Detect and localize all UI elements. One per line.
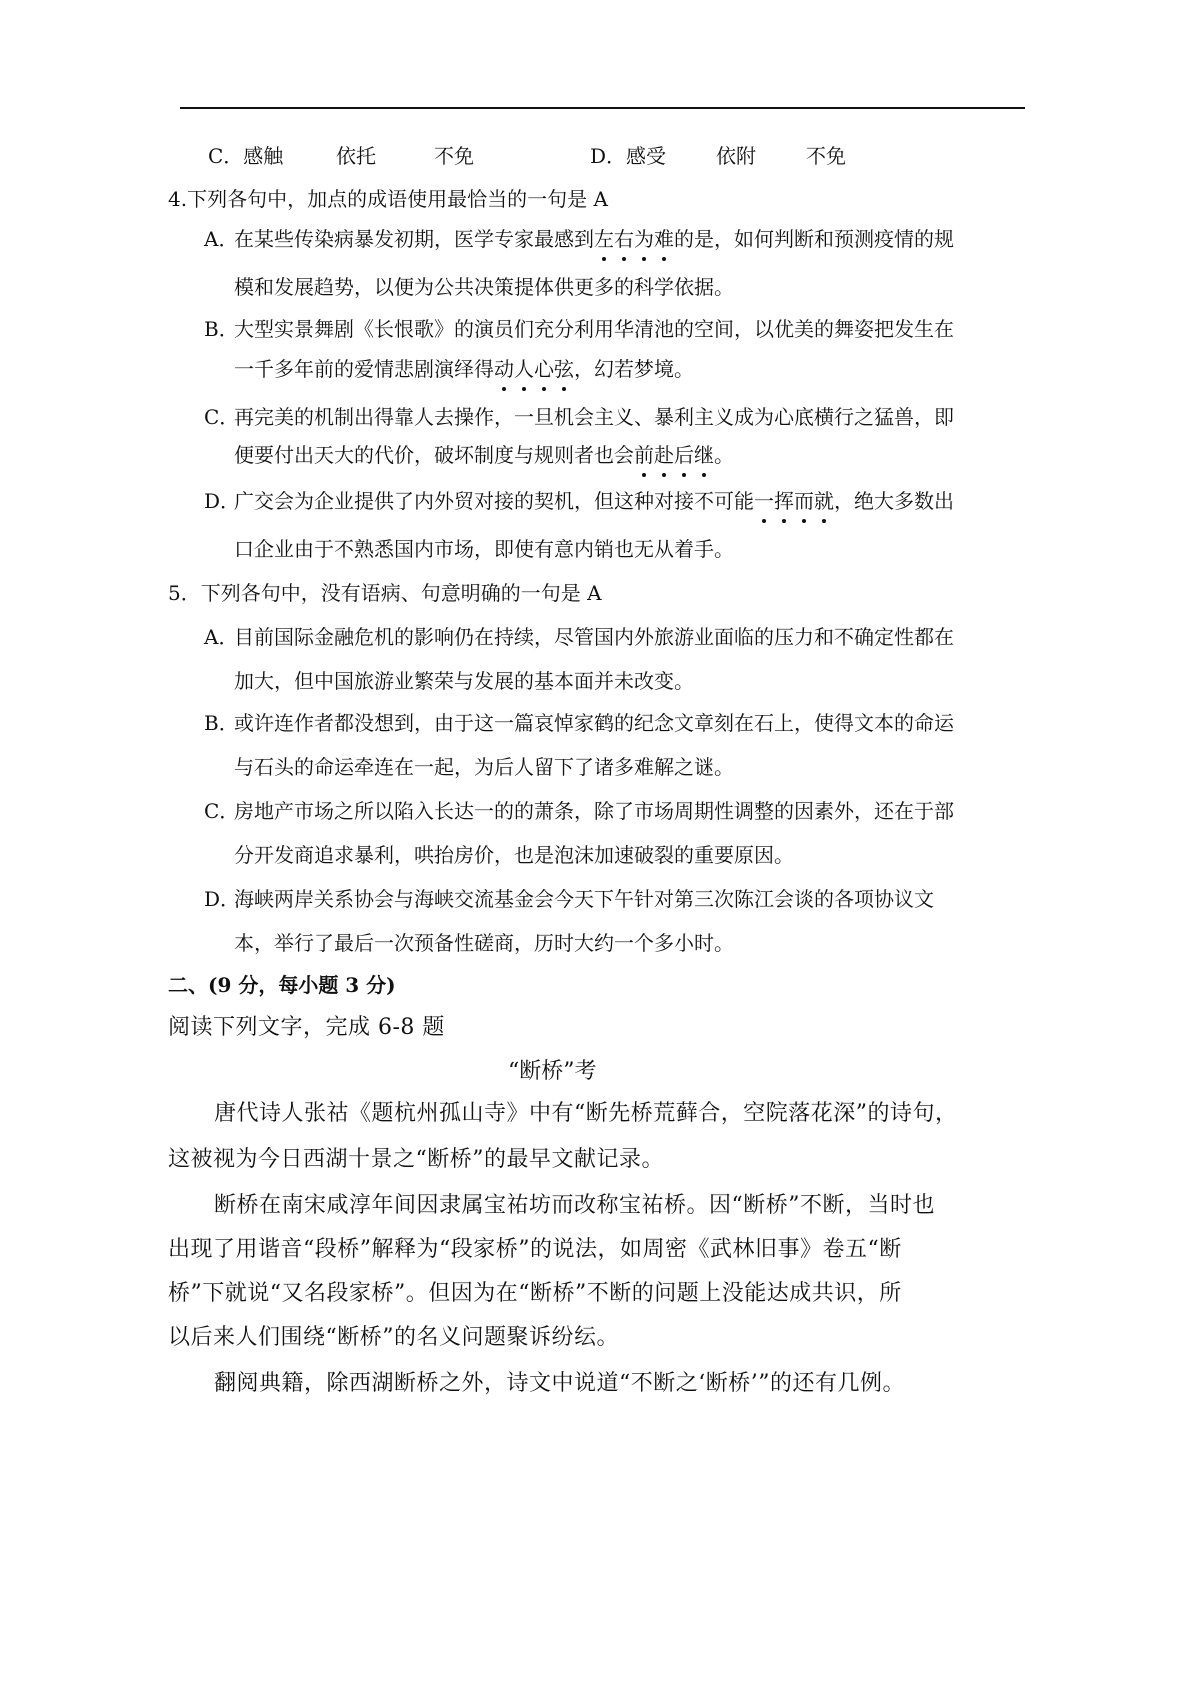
q4-d-dotted-char: 一 — [754, 489, 774, 513]
q3-option-d-word2: 依附 — [716, 144, 756, 168]
q4-b-line1: 大型实景舞剧《长恨歌》的演员们充分利用华清池的空间，以优美的舞姿把发生在 — [234, 317, 954, 341]
q5-a-line1: 目前国际金融危机的影响仍在持续，尽管国内外旅游业面临的压力和不确定性都在 — [234, 625, 954, 649]
q4-a-dotted-char: 为 — [634, 227, 654, 251]
q4-d-dotted-char: 挥 — [774, 489, 794, 513]
section-instruction: 阅读下列文字，完成 6-8 题 — [168, 1015, 445, 1040]
q4-a-label: A． — [204, 227, 239, 251]
q4-c-post: 。 — [714, 443, 734, 467]
essay-p2-line3: 桥”下就说“又名段家桥”。但因为在“断桥”不断的问题上没能达成共识，所 — [168, 1281, 902, 1306]
q4-d-label: D． — [204, 489, 241, 513]
q4-d-pre: 广交会为企业提供了内外贸对接的契机，但这种对接不可能 — [234, 489, 754, 513]
q4-d-line1 — [234, 488, 954, 514]
essay-p1-line2: 这被视为今日西湖十景之“断桥”的最早文献记录。 — [168, 1147, 664, 1172]
q3-option-d: D．感受 — [590, 144, 667, 168]
q5-b-line1: 或许连作者都没想到，由于这一篇哀悼家鹤的纪念文章刻在石上，使得文本的命运 — [234, 711, 954, 735]
q4-b-dotted-char: 弦 — [554, 357, 574, 381]
q4-stem: 4.下列各句中，加点的成语使用最恰当的一句是 A — [168, 187, 608, 211]
q5-c-line2: 分开发商追求暴利，哄抬房价，也是泡沫加速破裂的重要原因。 — [234, 843, 794, 867]
q4-c-line1: 再完美的机制出得靠人去操作，一旦机会主义、暴利主义成为心底横行之猛兽，即 — [234, 405, 954, 429]
q4-b-dotted-char: 人 — [514, 357, 534, 381]
essay-title: “断桥”考 — [508, 1059, 597, 1084]
q4-a-dotted-char: 难 — [654, 227, 674, 251]
q3-option-d-word3: 不免 — [806, 144, 846, 168]
q4-a-post: 的是，如何判断和预测疫情的规 — [674, 227, 954, 251]
q5-b-line2: 与石头的命运牵连在一起，为后人留下了诸多难解之谜。 — [234, 755, 734, 779]
q3-option-c-word2: 依托 — [336, 144, 376, 168]
q3-option-c — [208, 143, 283, 169]
q4-d-post: ，绝大多数出 — [834, 489, 954, 513]
q4-b-line2 — [234, 356, 694, 382]
q4-b-post: ，幻若梦境。 — [574, 357, 694, 381]
q4-d-dotted-char: 而 — [794, 489, 814, 513]
q4-c-dotted-char: 后 — [674, 443, 694, 467]
header-rule — [180, 107, 1025, 109]
q5-c-line1: 房地产市场之所以陷入长达一的的萧条，除了市场周期性调整的因素外，还在于部 — [234, 799, 954, 823]
q4-b-dotted-char: 动 — [494, 357, 514, 381]
q4-c-label: C． — [204, 405, 240, 429]
q4-b-label: B． — [204, 317, 239, 341]
q4-a-dotted-char: 右 — [614, 227, 634, 251]
section-heading: 二、(9 分，每小题 3 分) — [168, 973, 396, 997]
q4-a-line2: 模和发展趋势，以便为公共决策提体供更多的科学依据。 — [234, 275, 734, 299]
q4-b-dotted-char: 心 — [534, 357, 554, 381]
q4-c-dotted-char: 前 — [634, 443, 654, 467]
q5-c-label: C． — [204, 799, 240, 823]
essay-p2-line2: 出现了用谐音“段桥”解释为“段家桥”的说法，如周密《武林旧事》卷五“断 — [168, 1237, 902, 1262]
q4-c-dotted-char: 赴 — [654, 443, 674, 467]
q5-a-line2: 加大，但中国旅游业繁荣与发展的基本面并未改变。 — [234, 669, 694, 693]
q3-option-c-word3: 不免 — [434, 144, 474, 168]
essay-p2-line1: 断桥在南宋咸淳年间因隶属宝祐坊而改称宝祐桥。因“断桥”不断，当时也 — [214, 1193, 935, 1218]
q4-d-line2: 口企业由于不熟悉国内市场，即使有意内销也无从着手。 — [234, 537, 734, 561]
essay-p2-line4: 以后来人们围绕“断桥”的名义问题聚诉纷纭。 — [168, 1325, 619, 1350]
essay-p1-line1: 唐代诗人张祜《题杭州孤山寺》中有“断先桥荒藓合，空院落花深”的诗句， — [214, 1101, 958, 1126]
q5-d-line2: 本，举行了最后一次预备性磋商，历时大约一个多小时。 — [234, 931, 734, 955]
q4-b-pre: 一千多年前的爱情悲剧演绎得 — [234, 357, 494, 381]
q3-option-c-word1: C．感触 — [208, 144, 284, 168]
q5-stem: 5．下列各句中，没有语病、句意明确的一句是 A — [168, 581, 602, 605]
q5-d-line1: 海峡两岸关系协会与海峡交流基金会今天下午针对第三次陈江会谈的各项协议文 — [234, 887, 934, 911]
q4-a-dotted-char: 左 — [594, 227, 614, 251]
q5-b-label: B． — [204, 711, 239, 735]
q5-a-label: A． — [204, 625, 239, 649]
q5-d-label: D． — [204, 887, 241, 911]
q4-d-dotted-char: 就 — [814, 489, 834, 513]
q4-c-pre: 便要付出天大的代价，破坏制度与规则者也会 — [234, 443, 634, 467]
q4-a-line1 — [234, 226, 954, 252]
q4-c-dotted-char: 继 — [694, 443, 714, 467]
q4-c-line2 — [234, 442, 734, 468]
essay-p3-line1: 翻阅典籍，除西湖断桥之外，诗文中说道“不断之‘断桥’”的还有几例。 — [214, 1371, 905, 1396]
q4-a-pre: 在某些传染病暴发初期，医学专家最感到 — [234, 227, 594, 251]
